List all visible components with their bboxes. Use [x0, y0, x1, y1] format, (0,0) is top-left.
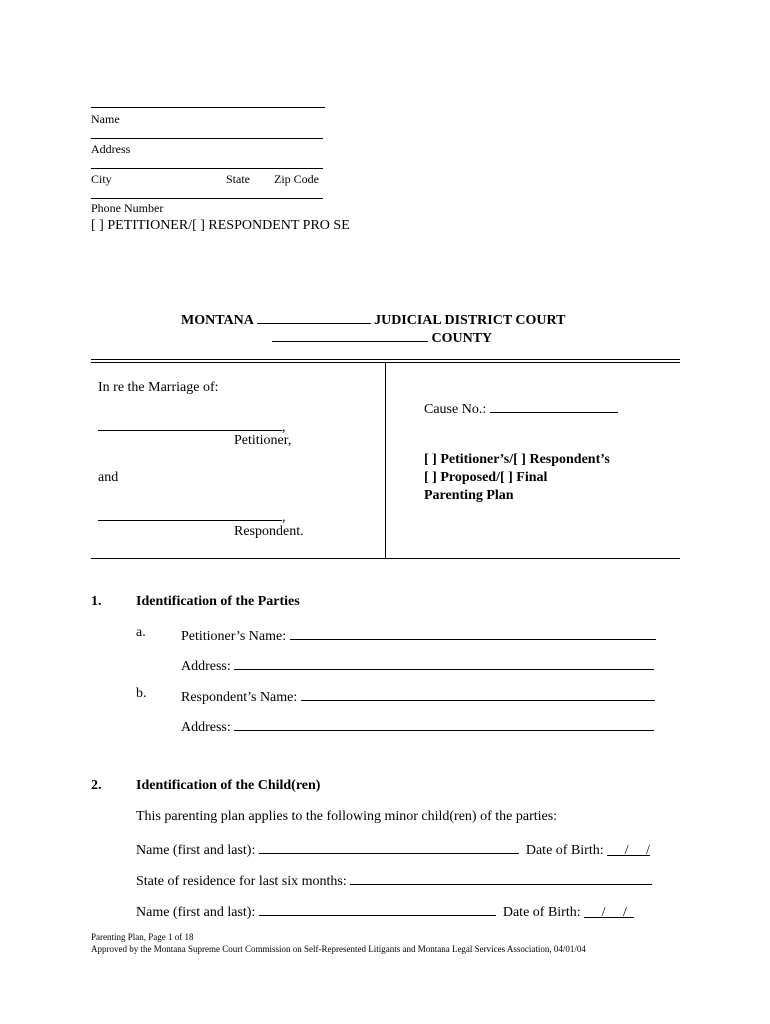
city-label: City [91, 172, 112, 186]
court-heading-line1 [181, 309, 565, 329]
section1-number: 1. [91, 594, 102, 609]
plan-title-line3: Parenting Plan [424, 488, 514, 503]
child2-dob-field[interactable]: / / [584, 905, 634, 920]
respondent-label: Respondent. [234, 524, 304, 539]
respondent-address-row: Address: [181, 716, 654, 736]
address-line[interactable] [91, 138, 323, 139]
in-re-label: In re the Marriage of: [98, 380, 219, 395]
caption-top-rule [91, 359, 680, 360]
petitioner-address-field[interactable] [234, 655, 654, 670]
respondent-address-field[interactable] [234, 716, 654, 731]
child1-dob-field[interactable]: / / [607, 843, 650, 858]
residence-row: State of residence for last six months: [136, 870, 652, 890]
respondent-blank[interactable]: , [98, 506, 286, 526]
cause-number-blank[interactable] [490, 398, 618, 413]
and-label: and [98, 470, 119, 485]
item-a-label: a. [136, 625, 146, 640]
district-blank[interactable] [257, 309, 371, 324]
party-designation: [ ] PETITIONER/[ ] RESPONDENT PRO SE [91, 218, 350, 233]
phone-label: Phone Number [91, 201, 164, 215]
name-label: Name [91, 112, 120, 126]
item-b-label: b. [136, 686, 147, 701]
petitioner-name-field[interactable] [290, 625, 656, 640]
children-intro: This parenting plan applies to the following minor child(ren) of the parties: [136, 809, 558, 824]
court-heading-line2 [272, 327, 492, 347]
plan-title-line2: [ ] Proposed/[ ] Final [424, 470, 548, 485]
county-label: COUNTY [431, 331, 493, 346]
city-state-zip-line[interactable] [91, 168, 323, 169]
plan-title-line1: [ ] Petitioner’s/[ ] Respondent’s [424, 452, 610, 467]
respondent-name-row: Respondent’s Name: [181, 686, 655, 706]
caption-bottom-rule [91, 558, 680, 559]
cause-number: Cause No.: [424, 398, 618, 418]
petitioner-blank[interactable]: , [98, 416, 286, 436]
petitioner-name-row: Petitioner’s Name: [181, 625, 656, 645]
section2-heading: Identification of the Child(ren) [136, 778, 321, 793]
state-label: State [226, 172, 250, 186]
court-state: MONTANA [181, 313, 254, 328]
caption-divider [385, 362, 386, 558]
section1-heading: Identification of the Parties [136, 594, 300, 609]
residence-field[interactable] [350, 870, 652, 885]
footer-page: Parenting Plan, Page 1 of 18 [91, 932, 194, 942]
child2-row: Name (first and last): Date of Birth: / / [136, 901, 634, 921]
child1-row: Name (first and last): Date of Birth: / / [136, 839, 650, 859]
child1-name-field[interactable] [259, 839, 519, 854]
court-name: JUDICIAL DISTRICT COURT [374, 313, 566, 328]
phone-line[interactable] [91, 198, 323, 199]
footer-approved: Approved by the Montana Supreme Court Commission on Self-Represented Litigants and Montana Legal Services Association, 04/01/04 [91, 944, 586, 954]
address-label: Address [91, 142, 131, 156]
child2-name-field[interactable] [259, 901, 496, 916]
county-blank[interactable] [272, 327, 428, 342]
name-line[interactable] [91, 107, 325, 108]
petitioner-label: Petitioner, [234, 433, 292, 448]
respondent-name-field[interactable] [301, 686, 655, 701]
zip-label: Zip Code [274, 172, 319, 186]
petitioner-address-row: Address: [181, 655, 654, 675]
section2-number: 2. [91, 778, 102, 793]
